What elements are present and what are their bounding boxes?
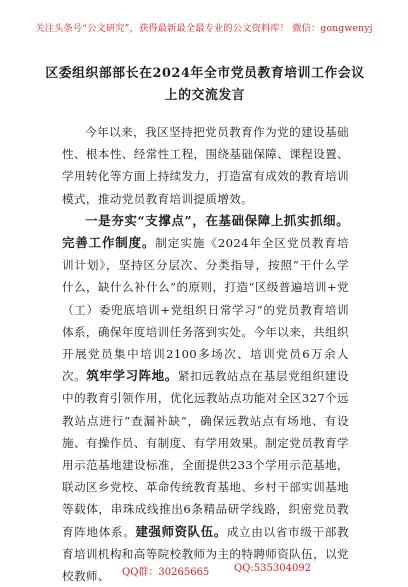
body-paragraph — [62, 121, 349, 210]
bold-heading-text: 筑牢学习阵地。 — [86, 368, 178, 384]
paragraph-text: 今年以来，我区坚持把党员教育作为党的建设基础性、根本性、经常性工程，围绕基础保障、课程设置、学用转化等方面上持续发力，打造富有成效的教育培训模式，推动党员教育培训提质增效。 — [62, 125, 349, 206]
bold-heading-text: 建强师资队伍。 — [135, 523, 227, 539]
paragraph-text: 制定实施《2024年全区党员教育培训计划》，坚持区分层次、分类指导，按照“干什么学什么，缺什么补什么”的原则，打造“区级普遍培训+党（工）委兜底培训+党组织日常学习”的党员教育培训体系，确保年度培训任务落到实处。今年以来，共组织开展党员集中培训2100多场次、培训党员6万余人次。 — [62, 236, 349, 384]
paragraph-text: 紧扣远教站点在基层党组织建设中的教育引领作用，优化远教站点功能对全区327个远教站点进行“查漏补缺”，确保远教站点有场地、有设施、有操作员、有制度、有学用效果。制定党员教育学用示范基地建设标准，全面提供233个学用示范基地，联动区乡党校、革命传统教育基地、乡村干部实训基地等载体，串珠成线推出6条精品研学线路，织密党员教育阵地体系。 — [62, 369, 350, 539]
header-banner: 关注头条号“公文研究”，获得最新最全最专业的公文资料库！ 微信：gongwenyj — [35, 23, 373, 34]
paragraph-text: 成立由以省市级干部教育培训机构和高等院校教师为主的特聘师资队伍，以党校教师、 — [62, 524, 349, 584]
body-paragraph — [62, 210, 349, 587]
bold-heading-text: 完善工作制度。 — [62, 235, 156, 251]
footer-qq-contact: QQ:535304092 — [234, 563, 312, 574]
bold-heading-text: 一是夯实“支撑点”，在基础保障上抓实抓细。 — [85, 212, 349, 228]
footer-qq-group: QQ群：30265665 — [122, 567, 210, 578]
document-body — [62, 121, 349, 587]
document-title: 区委组织部部长在2024年全市党员教育培训工作会议上的交流发言 — [45, 66, 365, 103]
